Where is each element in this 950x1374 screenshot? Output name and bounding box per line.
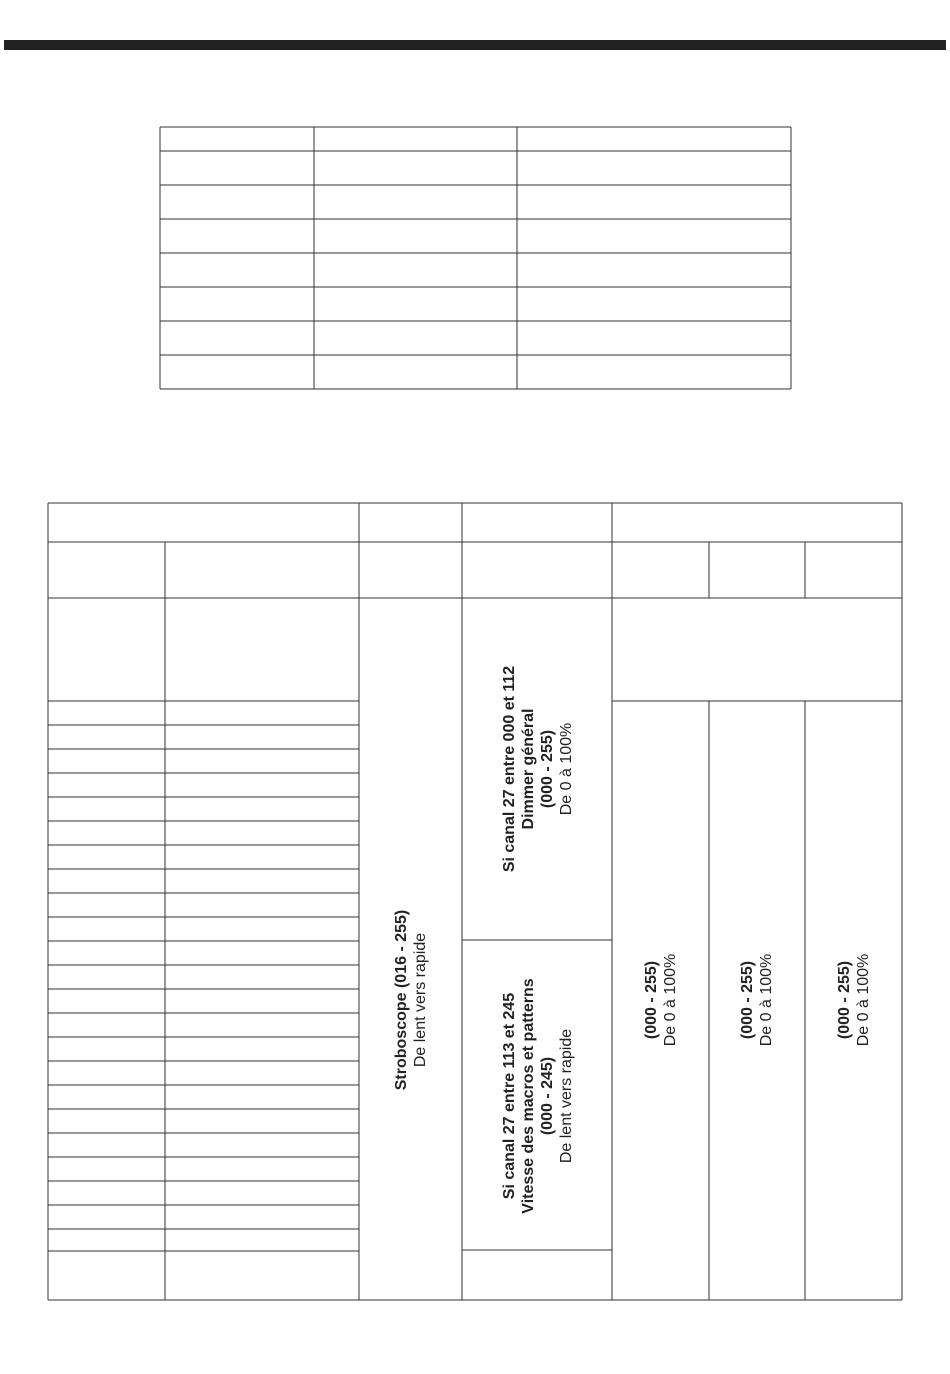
- strobe-cell-text: [392, 910, 430, 1091]
- macro-speed-condition: Si canal 27 entre 113 et 245: [501, 992, 518, 1200]
- dimmer-title: Dimmer général: [520, 708, 537, 830]
- level-range-2: (000 - 255): [739, 960, 756, 1040]
- macro-speed-title: Vitesse des macros et patterns: [520, 978, 537, 1214]
- strobe-title: Stroboscope (016 - 255): [393, 909, 410, 1091]
- lower-table-row-lines: [48, 725, 359, 1251]
- level-desc-1: De 0 à 100%: [662, 953, 679, 1047]
- level-cell-text-2: [738, 954, 776, 1047]
- dimmer-condition: Si canal 27 entre 000 et 112: [501, 665, 518, 873]
- macro-speed-range: (000 - 245): [539, 1056, 556, 1136]
- dimmer-cell-text: [500, 666, 576, 872]
- level-desc-2: De 0 à 100%: [758, 953, 775, 1047]
- level-range-3: (000 - 255): [836, 960, 853, 1040]
- level-cell-text-3: [835, 954, 873, 1047]
- macro-speed-desc: De lent vers rapide: [558, 1028, 575, 1164]
- strobe-desc: De lent vers rapide: [412, 932, 429, 1068]
- macro-speed-cell-text: [500, 978, 576, 1213]
- level-cell-text-1: [642, 954, 680, 1047]
- lower-table-outline: [48, 503, 902, 1300]
- dimmer-desc: De 0 à 100%: [558, 722, 575, 816]
- dimmer-range: (000 - 255): [539, 729, 556, 809]
- level-desc-3: De 0 à 100%: [855, 953, 872, 1047]
- level-range-1: (000 - 255): [643, 960, 660, 1040]
- lower-table-header-lines: [48, 503, 902, 1300]
